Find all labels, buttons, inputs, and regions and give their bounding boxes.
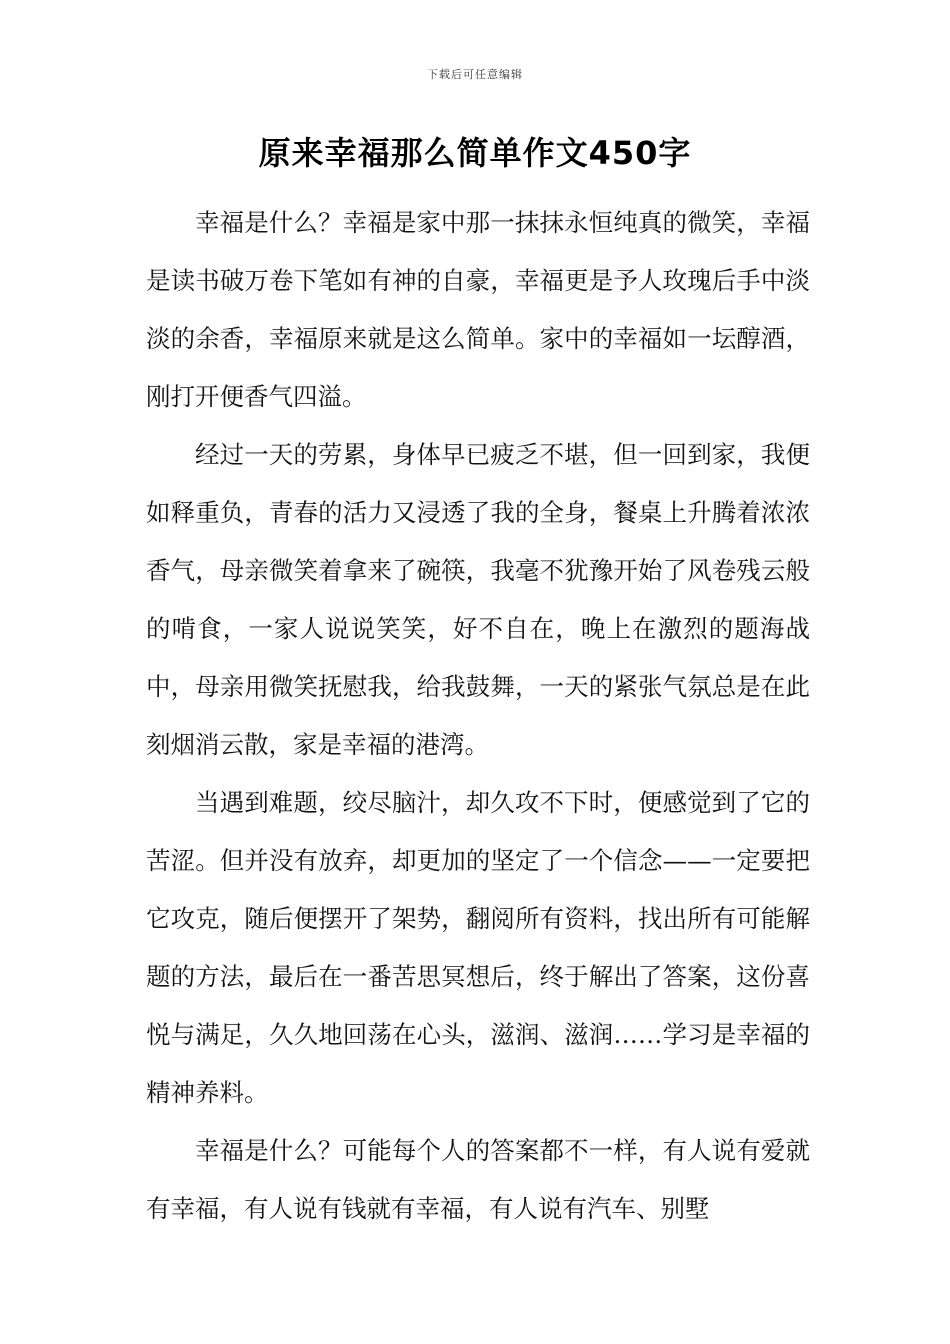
document-title: 原来幸福那么简单作文450字 [258,134,692,172]
document-body [146,194,810,1238]
paragraph: 经过一天的劳累，身体早已疲乏不堪，但一回到家，我便如释重负，青春的活力又浸透了我的全身，餐桌上升腾着浓浓香气，母亲微笑着拿来了碗筷，我毫不犹豫开始了风卷残云般的啃食，一家人说说笑笑，好不自在，晚上在激烈的题海战中，母亲用微笑抚慰我，给我鼓舞，一天的紧张气氛总是在此刻烟消云散，家是幸福的港湾。 [146,440,810,759]
header-note: 下载后可任意编辑 [427,68,523,81]
paragraph: 幸福是什么？幸福是家中那一抹抹永恒纯真的微笑，幸福是读书破万卷下笔如有神的自豪，幸福更是予人玫瑰后手中淡淡的余香，幸福原来就是这么简单。家中的幸福如一坛醇酒，刚打开便香气四溢。 [146,208,810,411]
paragraph: 幸福是什么？可能每个人的答案都不一样，有人说有爱就有幸福，有人说有钱就有幸福，有人说有汽车、别墅 [146,1136,810,1223]
paragraph: 当遇到难题，绞尽脑汁，却久攻不下时，便感觉到了它的苦涩。但并没有放弃，却更加的坚定了一个信念——一定要把它攻克，随后便摆开了架势，翻阅所有资料，找出所有可能解题的方法，最后在一番苦思冥想后，终于解出了答案，这份喜悦与满足，久久地回荡在心头，滋润、滋润……学习是幸福的精神养料。 [146,788,810,1107]
